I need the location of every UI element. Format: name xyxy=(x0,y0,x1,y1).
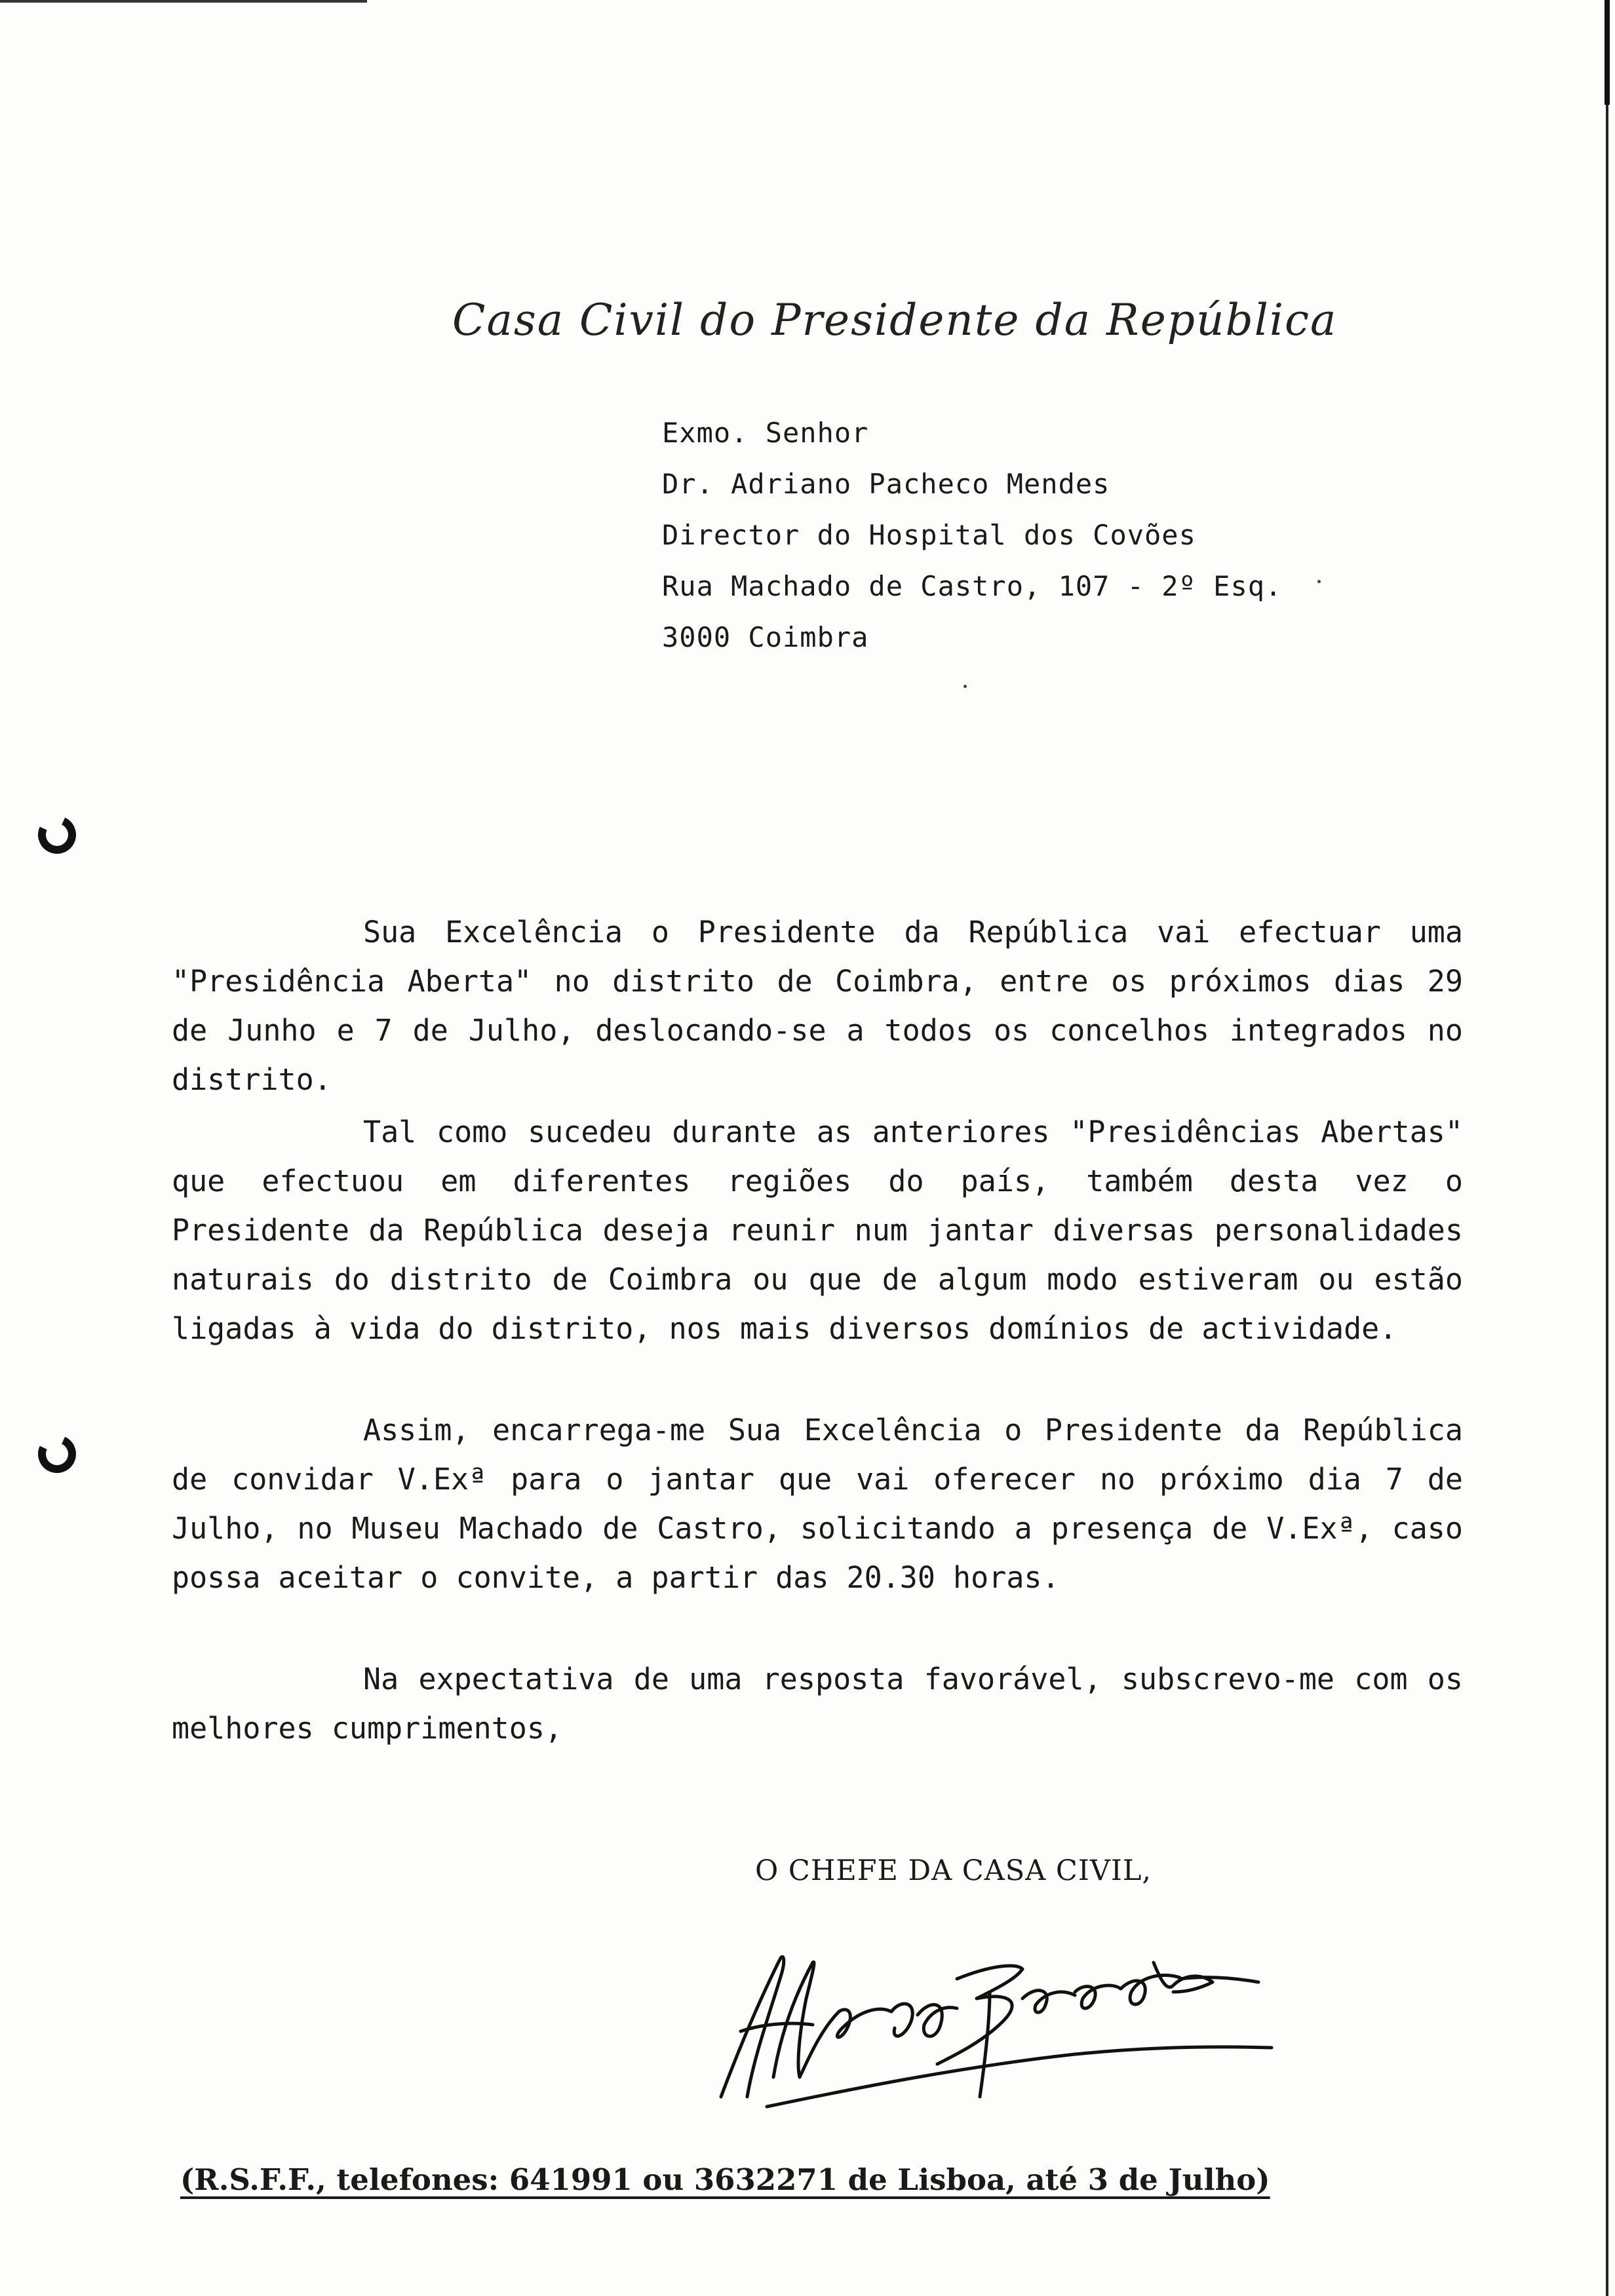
body-paragraph-2: Tal como sucedeu durante as anteriores "Presidências Abertas" que efectuou em diferentes regiões do país, também desta vez o Presidente da República deseja reunir num jantar diversas personalidades naturais do distrito de Coimbra ou que de algum modo estiveram ou estão ligadas à vida do distrito, nos mais diversos domínios de actividade. xyxy=(172,1115,1463,1346)
recipient-address-block xyxy=(662,408,1282,663)
punch-hole-mark xyxy=(33,1430,81,1478)
right-edge-mark xyxy=(1605,0,1610,105)
recipient-street: Rua Machado de Castro, 107 - 2º Esq. xyxy=(662,570,1283,602)
footer-note: (R.S.F.F., telefones: 641991 ou 3632271 de Lisboa, até 3 de Julho) xyxy=(180,2162,1270,2197)
stray-mark xyxy=(1317,580,1321,583)
top-edge-line xyxy=(0,0,367,3)
recipient-salutation: Exmo. Senhor xyxy=(662,417,869,449)
handwritten-signature xyxy=(682,1900,1285,2116)
body-paragraph-1: Sua Excelência o Presidente da República vai efectuar uma "Presidência Aberta" no distrito de Coimbra, entre os próximos dias 29 de Junho e 7 de Julho, deslocando-se a todos os concelhos integrados no distrito. xyxy=(172,915,1463,1097)
punch-hole-mark xyxy=(33,811,81,859)
letterhead-title: Casa Civil do Presidente da República xyxy=(452,295,1338,345)
stray-mark xyxy=(963,685,967,688)
closing-title: O CHEFE DA CASA CIVIL, xyxy=(755,1854,1152,1887)
body-paragraph-3: Assim, encarrega-me Sua Excelência o Presidente da República de convidar V.Exª para o jantar que vai oferecer no próximo dia 7 de Julho, no Museu Machado de Castro, solicitando a presença de V.Exª, caso possa aceitar o convite, a partir das 20.30 horas. xyxy=(172,1413,1463,1595)
body-paragraph-4: Na expectativa de uma resposta favorável, subscrevo-me com os melhores cumprimentos, xyxy=(172,1662,1463,1746)
recipient-city: 3000 Coimbra xyxy=(662,621,869,653)
recipient-name: Dr. Adriano Pacheco Mendes xyxy=(662,468,1110,500)
right-edge-line xyxy=(1606,0,1608,2296)
recipient-position: Director do Hospital dos Covões xyxy=(662,519,1196,551)
